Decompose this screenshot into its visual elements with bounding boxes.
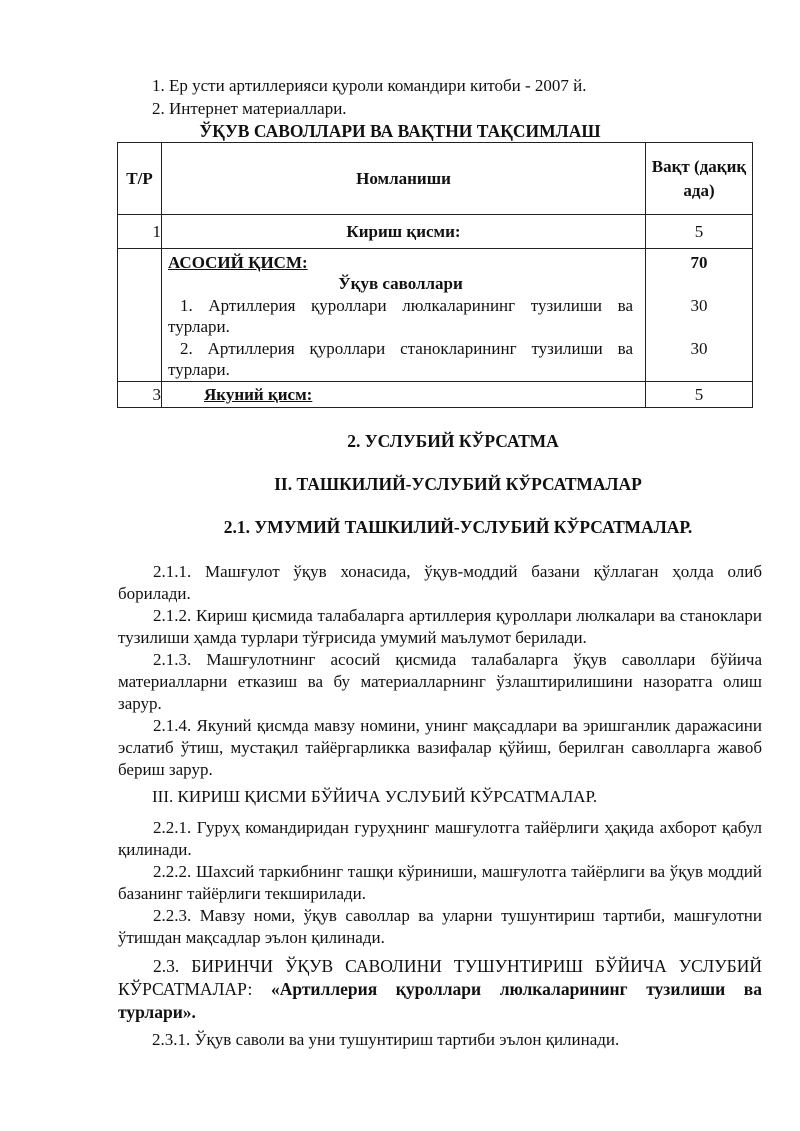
row1-name: Кириш қисми: bbox=[162, 215, 646, 249]
row2-q2-time: 30 bbox=[690, 339, 708, 358]
row3-name-cell bbox=[162, 382, 646, 408]
heading-intro-part: III. КИРИШ ҚИСМИ БЎЙИЧА УСЛУБИЙ КЎРСАТМАЛАР. bbox=[152, 787, 598, 806]
row3-num: 3 bbox=[118, 382, 162, 408]
row1-num: 1 bbox=[118, 215, 162, 249]
row2-content bbox=[162, 249, 646, 382]
table-title: ЎҚУВ САВОЛЛАРИ ВА ВАҚТНИ ТАҚСИМЛАШ bbox=[199, 121, 601, 141]
paragraph-2-1-2: 2.1.2. Кириш қисмида талабаларга артиллерия қуроллари люлкалари ва станоклари тузилиши ҳамда турлари тўғрисида умумий маълумот берилади. bbox=[118, 606, 762, 647]
paragraph-2-2-1: 2.2.1. Гуруҳ командиридан гуруҳнинг машғулотга тайёрлиги ҳақида ахборот қабул қилинади. bbox=[118, 818, 762, 859]
row2-question-1: 1. Артиллерия қуроллари люлкаларининг тузилиши ва турлари. bbox=[168, 296, 633, 336]
table-row-intro bbox=[118, 215, 753, 249]
table-row-final bbox=[118, 382, 753, 408]
row2-question-2: 2. Артиллерия қуроллари станокларининг тузилиши ва турлари. bbox=[168, 339, 633, 379]
header-num: Т/Р bbox=[118, 143, 162, 215]
reference-2: 2. Интернет материаллари. bbox=[152, 99, 347, 118]
paragraph-2-3 bbox=[118, 955, 762, 1024]
header-name: Номланиши bbox=[162, 143, 646, 215]
header-time: Вақт (дақиқада) bbox=[646, 143, 753, 215]
paragraph-2-2-3: 2.2.3. Мавзу номи, ўқув саволлар ва уларни тушунтириш тартиби, машғулотни ўтишдан мақсадлар эълон қилинади. bbox=[118, 906, 762, 947]
row2-section-title: АСОСИЙ ҚИСМ: bbox=[168, 253, 308, 272]
paragraph-2-1-4: 2.1.4. Якуний қисмда мавзу номини, унинг мақсадлари ва эришганлик даражасини эслатиб ўтиш, мустақил тайёргарликка вазифалар қўйиш, берилган саволларга жавоб бериш зарур. bbox=[118, 716, 762, 779]
section-2-2-body bbox=[118, 817, 762, 949]
paragraph-2-3-1: 2.3.1. Ўқув саволи ва уни тушунтириш тартиби эълон қилинади. bbox=[152, 1030, 620, 1049]
paragraph-2-2-2: 2.2.2. Шахсий таркибнинг ташқи кўриниши, машғулотга тайёрлиги ва ўқув моддий базанинг тайёрлиги текширилади. bbox=[118, 862, 762, 903]
reference-1: 1. Ер усти артиллерияси қуроли командири китоби - 2007 й. bbox=[152, 76, 587, 95]
paragraph-2-3-bold: «Артиллерия қуроллари люлкаларининг тузилиши ва турлари». bbox=[118, 979, 762, 1022]
paragraph-2-1-1: 2.1.1. Машғулот ўқув хонасида, ўқув-моддий базани қўллаган ҳолда олиб борилади. bbox=[118, 562, 762, 603]
row3-time: 5 bbox=[646, 382, 753, 408]
row1-time: 5 bbox=[646, 215, 753, 249]
row2-subtitle: Ўқув саволлари bbox=[338, 274, 463, 293]
section-2-1-body bbox=[118, 561, 762, 781]
section-2-3-heading bbox=[118, 955, 762, 1024]
table-row-main bbox=[118, 249, 753, 382]
heading-general: 2.1. УМУМИЙ ТАШКИЛИЙ-УСЛУБИЙ КЎРСАТМАЛАР. bbox=[223, 517, 693, 537]
row2-section-time: 70 bbox=[690, 253, 708, 272]
time-allocation-table bbox=[117, 142, 753, 408]
table-header-row bbox=[118, 143, 753, 215]
heading-organizational: II. ТАШКИЛИЙ-УСЛУБИЙ КЎРСАТМАЛАР bbox=[274, 474, 642, 494]
paragraph-2-1-3: 2.1.3. Машғулотнинг асосий қисмида талабаларга ўқув саволлари бўйича материалларни етказиш ва бу материалларнинг ўзлаштирилишини назоратга олиш зарур. bbox=[118, 650, 762, 713]
row2-num bbox=[118, 249, 162, 382]
row2-q1-time: 30 bbox=[690, 296, 708, 315]
heading-methodical: 2. УСЛУБИЙ КЎРСАТМА bbox=[347, 431, 559, 451]
paragraph-2-3-plain: 2.3. БИРИНЧИ ЎҚУВ САВОЛИНИ ТУШУНТИРИШ БЎЙИЧА УСЛУБИЙ КЎРСАТМАЛАР: bbox=[118, 956, 762, 999]
row2-times bbox=[646, 249, 753, 382]
row3-name: Якуний қисм: bbox=[204, 384, 313, 404]
